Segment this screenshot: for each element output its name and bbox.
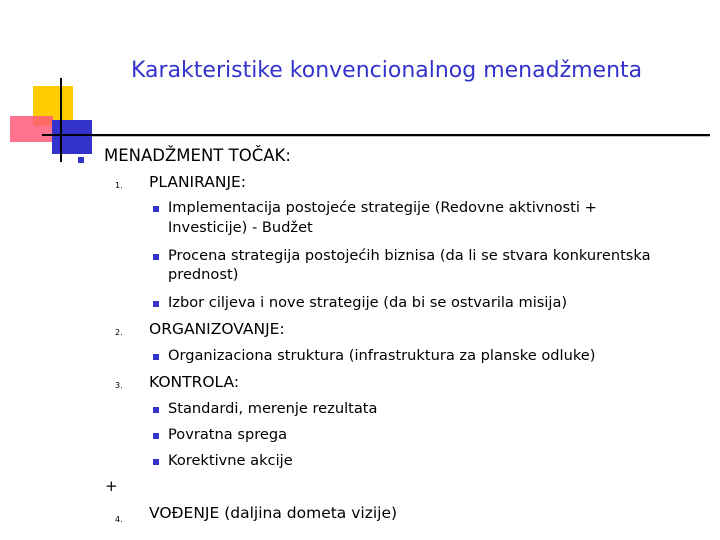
- bullet-square-icon: [153, 407, 159, 413]
- bullet-square-icon: [153, 433, 159, 439]
- item-label-vodjenje: VOĐENJE (daljina dometa vizije): [149, 504, 398, 522]
- item-label-planiranje: PLANIRANJE:: [149, 173, 247, 191]
- title-underline-shadow: [92, 136, 710, 137]
- bullet-square-icon: [153, 206, 159, 212]
- item-number: 4.: [115, 515, 123, 524]
- subitem-text: Implementacija postojeće strategije (Redovne aktivnosti +: [168, 199, 597, 216]
- subitem-text-continued: Investicije) - Budžet: [168, 219, 313, 236]
- item-number: 3.: [115, 381, 123, 390]
- bullet-square-icon: [153, 459, 159, 465]
- bullet-square-icon: [78, 157, 84, 163]
- plus-sign: +: [105, 477, 118, 495]
- item-label-kontrola: KONTROLA:: [149, 373, 240, 391]
- subitem-text: Procena strategija postojećih biznisa (da li se stvara konkurentska: [168, 247, 651, 264]
- subitem-text: Izbor ciljeva i nove strategije (da bi se ostvarila misija): [168, 294, 568, 311]
- bullet-square-icon: [153, 254, 159, 260]
- subitem-text: Korektivne akcije: [168, 452, 293, 469]
- main-heading: MENADŽMENT TOČAK:: [104, 146, 291, 165]
- bullet-square-icon: [153, 354, 159, 360]
- decor-blue-square: [52, 120, 92, 154]
- subitem-text-continued: prednost): [168, 266, 239, 283]
- subitem-text: Organizaciona struktura (infrastruktura za planske odluke): [168, 347, 596, 364]
- subitem-text: Povratna sprega: [168, 426, 288, 443]
- subitem-text: Standardi, merenje rezultata: [168, 400, 378, 417]
- slide-title: Karakteristike konvencionalnog menadžmenta: [131, 58, 643, 83]
- item-number: 2.: [115, 328, 123, 337]
- item-label-organizovanje: ORGANIZOVANJE:: [149, 320, 285, 338]
- item-number: 1.: [115, 181, 123, 190]
- bullet-square-icon: [153, 301, 159, 307]
- decor-red-rectangle: [10, 116, 53, 142]
- decor-vertical-line: [60, 78, 62, 162]
